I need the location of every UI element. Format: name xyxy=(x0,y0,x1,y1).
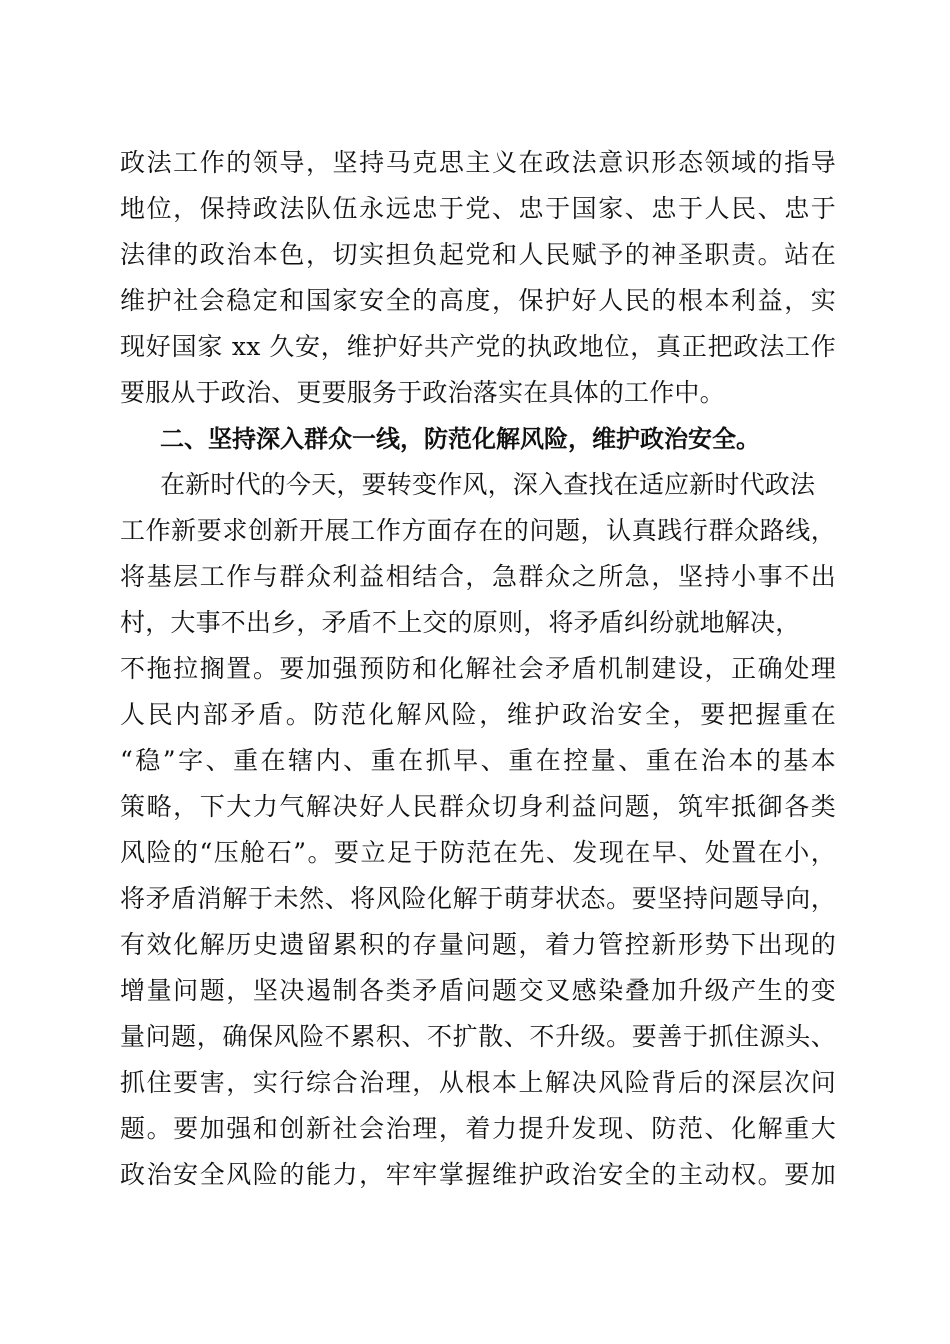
paragraph-line: 量问题，确保风险不累积、不扩散、不升级。要善于抓住源头、 xyxy=(120,1022,836,1051)
section-heading: 二、坚持深入群众一线，防范化解风险，维护政治安全。 xyxy=(160,425,760,453)
paragraph-line: 抓住要害，实行综合治理，从根本上解决风险背后的深层次问 xyxy=(120,1068,836,1097)
paragraph-line: 要服从于政治、更要服务于政治落实在具体的工作中。 xyxy=(120,378,725,407)
paragraph-line: 题。要加强和创新社会治理，着力提升发现、防范、化解重大 xyxy=(120,1114,836,1143)
paragraph-line: 政治安全风险的能力，牢牢掌握维护政治安全的主动权。要加 xyxy=(120,1160,836,1189)
paragraph-line: 现好国家 xx 久安，维护好共产党的执政地位，真正把政法工作 xyxy=(120,332,836,361)
paragraph-line: 法律的政治本色，切实担负起党和人民赋予的神圣职责。站在 xyxy=(120,240,836,269)
paragraph-line: 在新时代的今天，要转变作风，深入查找在适应新时代政法 xyxy=(160,470,816,499)
paragraph-line: 地位，保持政法队伍永远忠于党、忠于国家、忠于人民、忠于 xyxy=(120,194,836,223)
paragraph-line: 人民内部矛盾。防范化解风险，维护政治安全，要把握重在 xyxy=(120,700,836,729)
paragraph-line: 工作新要求创新开展工作方面存在的问题，认真践行群众路线， xyxy=(120,516,836,545)
document-body xyxy=(120,140,836,1198)
paragraph-line: 将矛盾消解于未然、将风险化解于萌芽状态。要坚持问题导向， xyxy=(120,884,836,913)
paragraph-line: 政法工作的领导，坚持马克思主义在政法意识形态领域的指导 xyxy=(120,148,836,177)
paragraph-line: 维护社会稳定和国家安全的高度，保护好人民的根本利益，实 xyxy=(120,286,836,315)
paragraph-line: 村，大事不出乡，矛盾不上交的原则，将矛盾纠纷就地解决， xyxy=(120,608,801,637)
paragraph-line: 将基层工作与群众利益相结合，急群众之所急，坚持小事不出 xyxy=(120,562,836,591)
paragraph-line: 策略，下大力气解决好人民群众切身利益问题，筑牢抵御各类 xyxy=(120,792,836,821)
paragraph-line: “稳”字、重在辖内、重在抓早、重在控量、重在治本的基本 xyxy=(120,746,836,775)
paragraph-line: 有效化解历史遗留累积的存量问题，着力管控新形势下出现的 xyxy=(120,930,836,959)
paragraph-line: 风险的“压舱石”。要立足于防范在先、发现在早、处置在小， xyxy=(120,838,836,867)
paragraph-line: 增量问题，坚决遏制各类矛盾问题交叉感染叠加升级产生的变 xyxy=(120,976,836,1005)
paragraph-line: 不拖拉搁置。要加强预防和化解社会矛盾机制建设，正确处理 xyxy=(120,654,836,683)
